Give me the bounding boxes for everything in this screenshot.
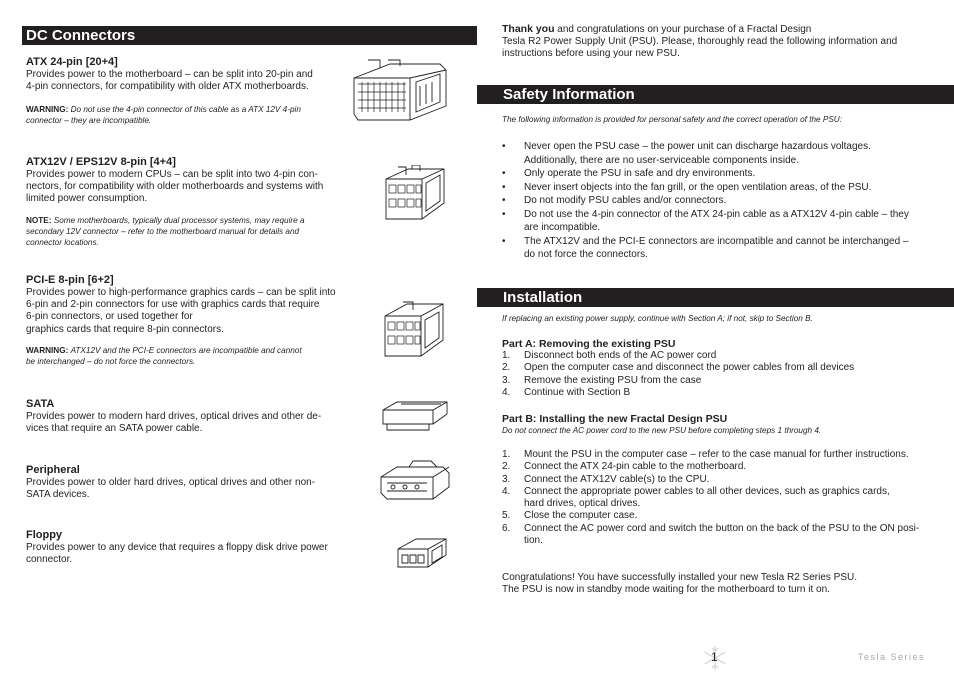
step-text: Connect the ATX 24-pin cable to the motherboard. [524, 461, 747, 473]
part-b-note: Do not connect the AC power cord to the new PSU before completing steps 1 through 4. [502, 426, 822, 435]
step-number: 6. [502, 522, 511, 534]
safety-title: Safety Information [503, 86, 635, 103]
intro-paragraph [502, 23, 932, 61]
list-item [502, 449, 934, 461]
step-text: Mount the PSU in the computer case – refer to the case manual for further instructions. [524, 449, 909, 460]
list-item [502, 510, 934, 522]
connector-pcie [26, 274, 356, 367]
list-item-text: The ATX12V and the PCI-E connectors are incompatible and cannot be interchanged – [524, 235, 909, 247]
step-text: Disconnect both ends of the AC power cord [524, 350, 717, 361]
list-item [502, 375, 932, 387]
step-number: 2. [502, 362, 511, 374]
connector-desc-line: vices that require an SATA power cable. [26, 423, 203, 435]
connector-title: PCI-E 8-pin [6+2] [26, 274, 114, 286]
connector-title: ATX12V / EPS12V 8-pin [4+4] [26, 156, 176, 168]
step-number: 2. [502, 461, 511, 473]
connector-desc-line: SATA devices. [26, 489, 90, 501]
step-text: Continue with Section B [524, 386, 631, 398]
warning-label: WARNING: [26, 345, 69, 355]
connector-title: Floppy [26, 529, 63, 541]
step-number: 4. [502, 386, 511, 398]
congratulations-paragraph [502, 572, 932, 596]
list-item [502, 474, 934, 486]
step-number: 1. [502, 350, 511, 361]
connector-desc-line: connector. [26, 554, 73, 566]
connector-title: ATX 24-pin [20+4] [26, 56, 118, 68]
congrats-line: Congratulations! You have successfully installed your new Tesla R2 Series PSU. [502, 572, 858, 583]
bullet-mark: • [502, 141, 506, 152]
step-number: 5. [502, 510, 511, 522]
bullet-mark: • [502, 235, 506, 247]
connector-eps12v [26, 156, 346, 248]
connector-desc-line: Provides power to the motherboard – can be split into 20-pin and [26, 69, 313, 80]
bullet-mark: • [502, 208, 506, 220]
warning-label: WARNING: [26, 105, 69, 115]
list-item-text: Do not use the 4-pin connector of the ATX 24-pin cable as a ATX12V 4-pin cable – they [524, 208, 909, 220]
safety-heading-bar [477, 85, 954, 104]
step-text: Close the computer case. [524, 510, 638, 522]
list-item-text: Do not modify PSU cables and/or connectors. [524, 195, 727, 206]
connector-atx24 [26, 56, 346, 126]
step-text: Remove the existing PSU from the case [524, 374, 702, 386]
connector-warning [26, 345, 356, 367]
intro-bold: Thank you [502, 23, 555, 35]
step-text: hard drives, optical drives. [524, 498, 641, 510]
part-b-steps [502, 449, 934, 547]
dc-connectors-title: DC Connectors [26, 27, 136, 44]
list-item-text: Only operate the PSU in safe and dry environments. [524, 168, 756, 179]
step-number: 3. [502, 473, 511, 485]
list-item [502, 181, 932, 195]
connector-warning [26, 104, 346, 126]
list-item [502, 350, 932, 362]
intro-line: Tesla R2 Power Supply Unit (PSU). Please, thoroughly read the following information and [502, 36, 898, 48]
note-text: connector locations. [26, 237, 99, 247]
list-item-text: Never insert objects into the fan grill, or the open ventilation areas, of the PSU. [524, 181, 872, 193]
list-item [502, 387, 932, 399]
warning-text: ATX12V and the PCI-E connectors are incompatible and cannot [70, 345, 302, 355]
warning-text: be interchanged – do not force the connectors. [26, 356, 196, 366]
step-text: Open the computer case and disconnect the power cables from all devices [524, 362, 855, 374]
list-item-text: Additionally, there are no user-serviceable components inside. [524, 154, 799, 166]
part-a-title: Part A: Removing the existing PSU [502, 338, 676, 350]
connector-desc-line: 4-pin connectors, for compatibility with older ATX motherboards. [26, 81, 309, 93]
step-text: Connect the ATX12V cable(s) to the CPU. [524, 473, 710, 485]
bullet-mark: • [502, 181, 506, 193]
step-text: tion. [524, 535, 543, 547]
connector-desc-line: limited power consumption. [26, 193, 148, 205]
step-number: 3. [502, 374, 511, 386]
list-item [502, 194, 932, 208]
connector-peripheral [26, 464, 346, 501]
atx-24pin-connector-icon [350, 58, 450, 124]
list-item [502, 208, 932, 235]
list-item-text: do not force the connectors. [524, 249, 648, 260]
step-text: Connect the AC power cord and switch the button on the back of the PSU to the ON posi- [524, 522, 920, 534]
list-item [502, 461, 934, 473]
installation-title: Installation [503, 289, 583, 306]
list-item [502, 362, 932, 374]
part-a-steps [502, 350, 932, 399]
intro-line: and congratulations on your purchase of a Fractal Design [554, 24, 812, 35]
connector-floppy [26, 529, 346, 566]
installation-subtitle: If replacing an existing power supply, continue with Section A; if not, skip to Section B. [502, 314, 813, 323]
congrats-line: The PSU is now in standby mode waiting for the motherboard to turn it on. [502, 584, 830, 596]
note-label: NOTE: [26, 215, 52, 225]
bullet-mark: • [502, 168, 506, 179]
warning-text: Do not use the 4-pin connector of this cable as a ATX 12V 4-pin [70, 105, 301, 115]
list-item [502, 523, 934, 548]
list-item [502, 167, 932, 181]
safety-list [502, 140, 932, 262]
installation-heading-bar [477, 288, 954, 307]
connector-title: SATA [26, 398, 55, 410]
step-number: 1. [502, 449, 511, 460]
list-item [502, 235, 932, 262]
list-item-text: are incompatible. [524, 222, 601, 233]
eps12v-8pin-connector-icon [384, 165, 448, 223]
connector-desc-line: Provides power to high-performance graphics cards – can be split into [26, 287, 336, 298]
step-text: Connect the appropriate power cables to all other devices, such as graphics cards, [524, 485, 890, 497]
note-text: Some motherboards, typically dual processor systems, may require a [53, 215, 305, 225]
part-b-title: Part B: Installing the new Fractal Design PSU [502, 413, 728, 425]
connector-desc-line: Provides power to any device that requires a floppy disk drive power [26, 542, 328, 553]
connector-desc-line: Provides power to older hard drives, optical drives and other non- [26, 477, 316, 488]
safety-subtitle: The following information is provided for personal safety and the correct operation of the PSU: [502, 115, 842, 124]
connector-desc-line: Provides power to modern CPUs – can be split into two 4-pin con- [26, 169, 318, 180]
connector-desc-line: 6-pin connectors, or used together for [26, 311, 193, 323]
list-item-text: Never open the PSU case – the power unit can discharge hazardous voltages. [524, 141, 871, 152]
note-text: secondary 12V connector – refer to the motherboard manual for details and [26, 226, 300, 236]
pcie-8pin-connector-icon [383, 300, 447, 360]
step-number: 4. [502, 485, 511, 497]
brand-footer-text: Tesla Series [858, 652, 926, 662]
connector-desc-line: graphics cards that require 8-pin connectors. [26, 323, 224, 335]
intro-line: instructions before using your new PSU. [502, 48, 680, 60]
bullet-mark: • [502, 195, 506, 206]
connector-sata [26, 398, 346, 435]
connector-title: Peripheral [26, 464, 80, 476]
connector-note [26, 215, 346, 248]
sata-connector-icon [381, 398, 449, 432]
peripheral-molex-connector-icon [379, 459, 451, 503]
page-number: 1 [711, 650, 718, 664]
dc-connectors-heading-bar [22, 26, 477, 45]
warning-text: connector – they are incompatible. [26, 116, 152, 126]
floppy-connector-icon [396, 533, 448, 573]
connector-desc-line: nectors, for compatibility with older motherboards and systems with [26, 181, 324, 193]
list-item [502, 486, 934, 511]
connector-desc-line: 6-pin and 2-pin connectors for use with graphics cards that require [26, 299, 320, 311]
connector-desc-line: Provides power to modern hard drives, optical drives and other de- [26, 411, 322, 422]
list-item [502, 140, 932, 167]
